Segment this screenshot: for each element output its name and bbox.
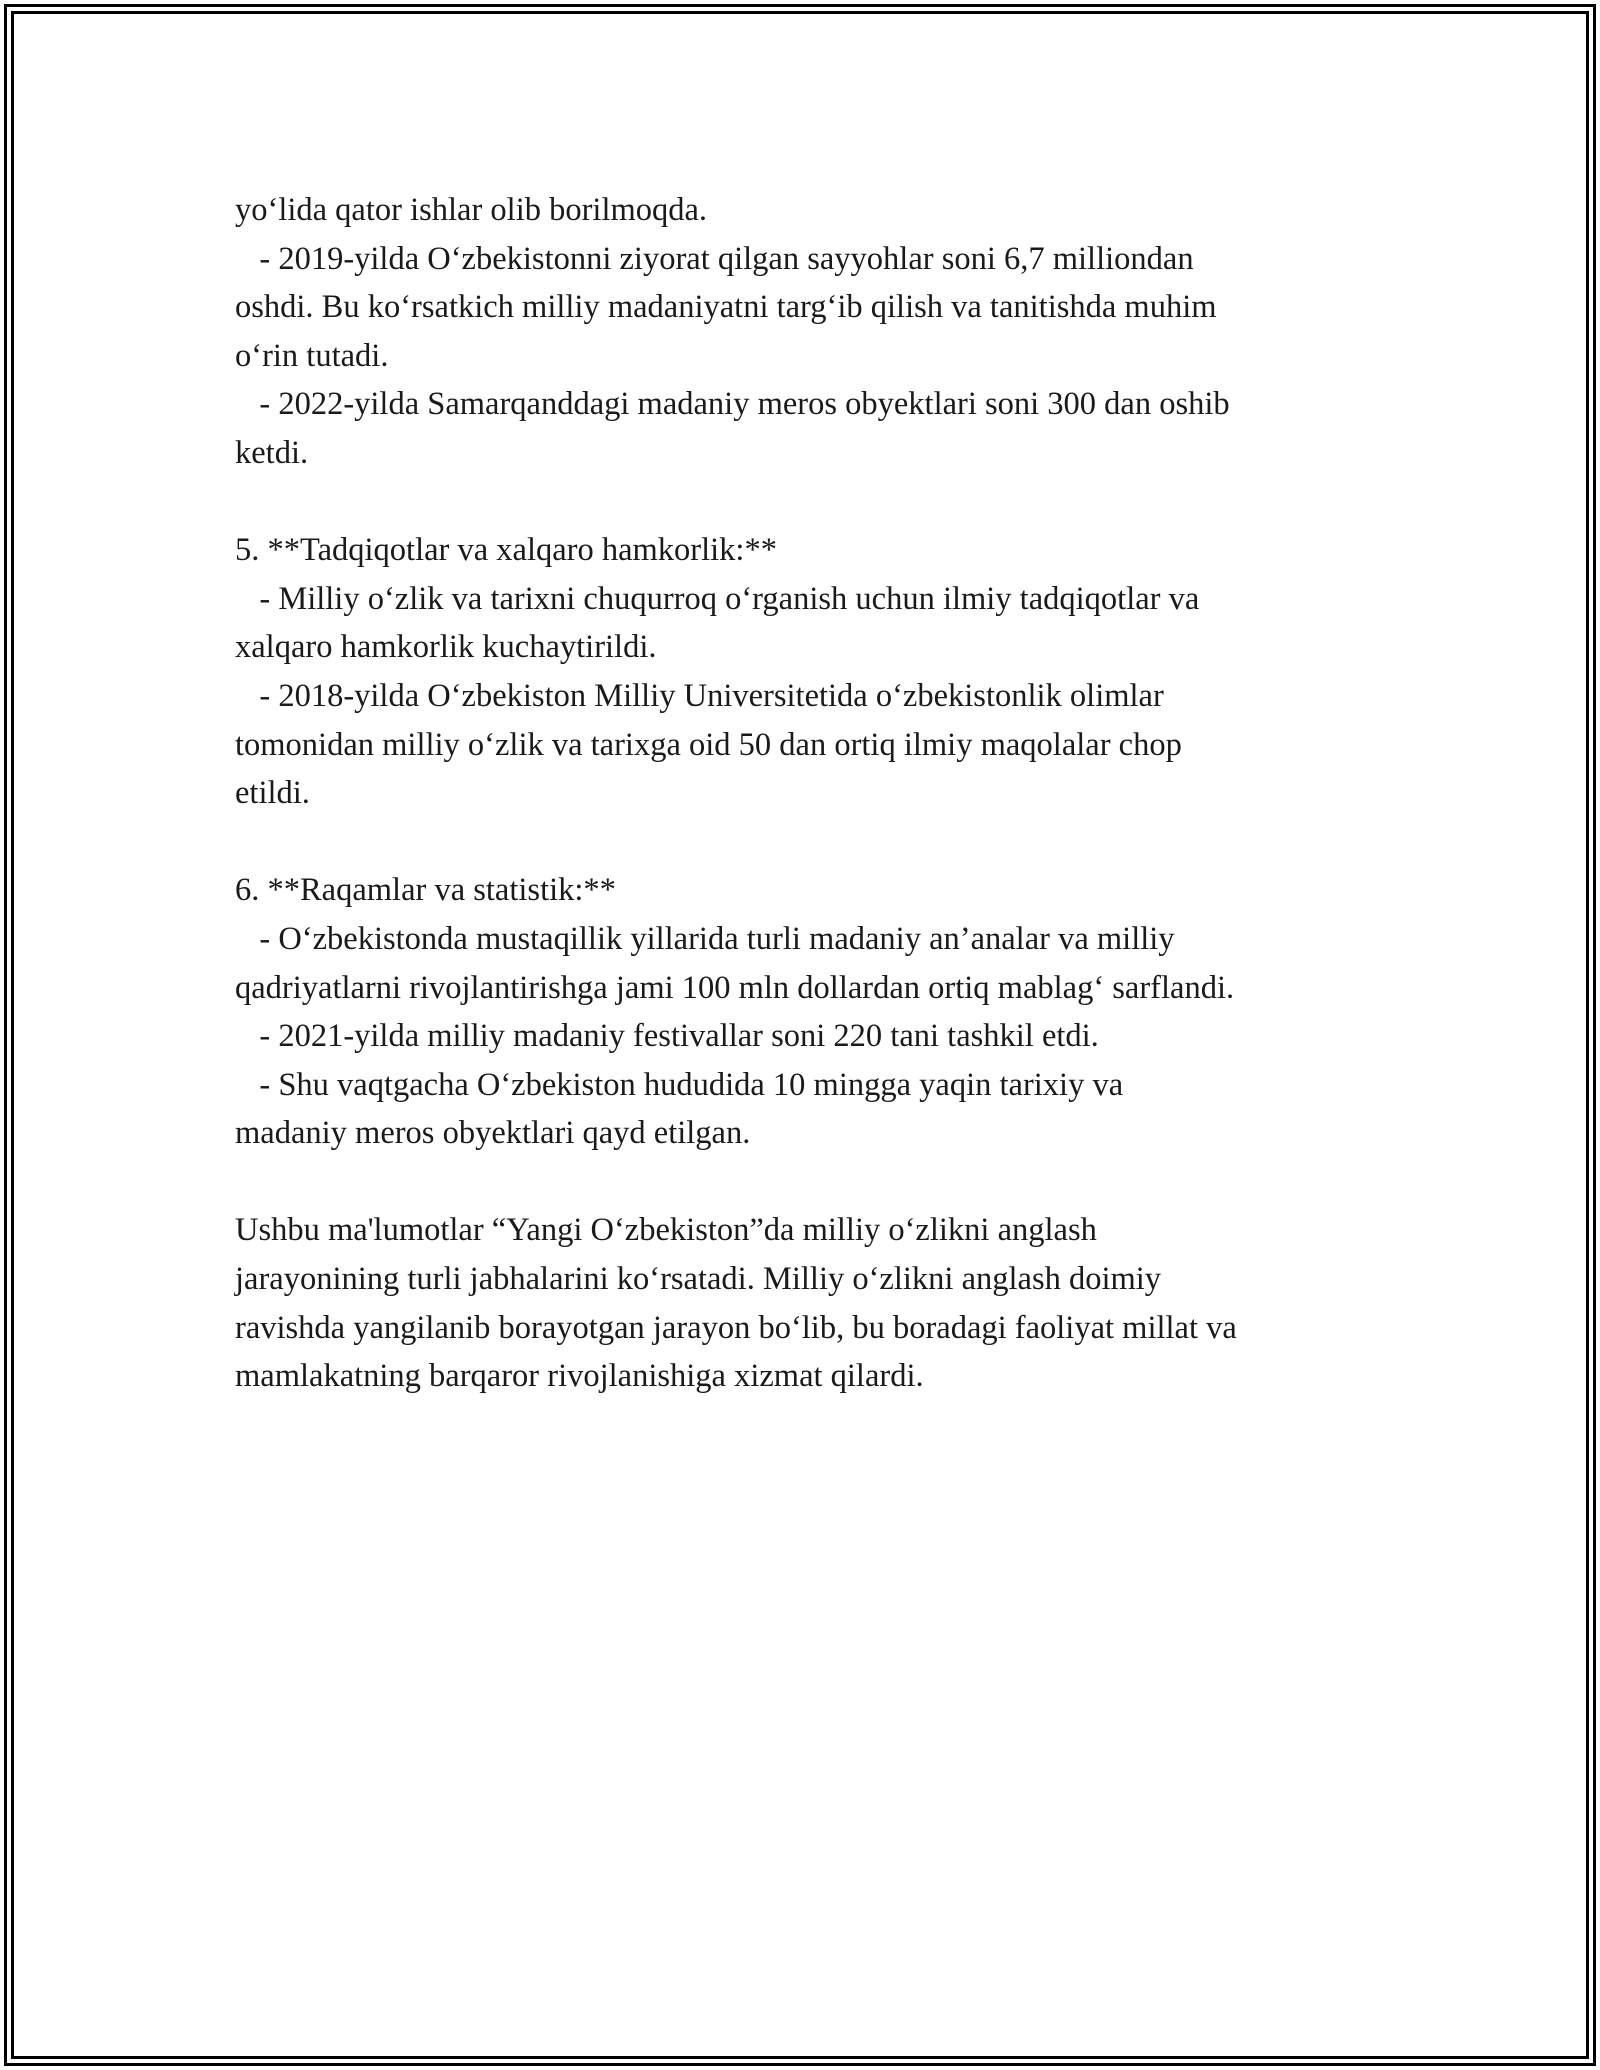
text-line: - Shu vaqtgacha O‘zbekiston hududida 10 mingga yaqin tarixiy va bbox=[235, 1066, 1124, 1103]
text-line: ketdi. bbox=[235, 434, 309, 471]
text-line: - O‘zbekistonda mustaqillik yillarida turli madaniy an’analar va milliy bbox=[235, 920, 1175, 957]
text-line: qadriyatlarni rivojlantirishga jami 100 mln dollardan ortiq mablag‘ sarflandi. bbox=[235, 969, 1235, 1006]
text-line: mamlakatning barqaror rivojlanishiga xizmat qilardi. bbox=[235, 1358, 924, 1395]
text-line: - 2021-yilda milliy madaniy festivallar soni 220 tani tashkil etdi. bbox=[235, 1018, 1099, 1055]
text-line: madaniy meros obyektlari qayd etilgan. bbox=[235, 1115, 751, 1152]
text-line: xalqaro hamkorlik kuchaytirildi. bbox=[235, 629, 657, 666]
text-line: Ushbu ma'lumotlar “Yangi O‘zbekiston”da milliy o‘zlikni anglash bbox=[235, 1212, 1097, 1249]
text-line: tomonidan milliy o‘zlik va tarixga oid 50 dan ortiq ilmiy maqolalar chop bbox=[235, 726, 1182, 763]
text-line: - 2018-yilda O‘zbekiston Milliy Universitetida o‘zbekistonlik olimlar bbox=[235, 677, 1164, 714]
blank-line bbox=[235, 1158, 1395, 1207]
section-heading: 5. **Tadqiqotlar va xalqaro hamkorlik:** bbox=[235, 532, 777, 569]
text-line: yo‘lida qator ishlar olib borilmoqda. bbox=[235, 192, 708, 228]
text-line: - 2022-yilda Samarqanddagi madaniy meros obyektlari soni 300 dan oshib bbox=[235, 386, 1230, 423]
text-line: etildi. bbox=[235, 775, 310, 812]
section-heading: 6. **Raqamlar va statistik:** bbox=[235, 872, 616, 909]
text-line: - Milliy o‘zlik va tarixni chuqurroq o‘rganish uchun ilmiy tadqiqotlar va bbox=[235, 580, 1200, 617]
text-line: oshdi. Bu ko‘rsatkich milliy madaniyatni targ‘ib qilish va tanitishda muhim bbox=[235, 289, 1217, 326]
document-body bbox=[235, 186, 1395, 1401]
text-line: ravishda yangilanib borayotgan jarayon bo‘lib, bu boradagi faoliyat millat va bbox=[235, 1309, 1237, 1346]
blank-line bbox=[235, 818, 1395, 867]
text-line: jarayonining turli jabhalarini ko‘rsatadi. Milliy o‘zlikni anglash doimiy bbox=[235, 1261, 1162, 1298]
text-line: - 2019-yilda O‘zbekistonni ziyorat qilgan sayyohlar soni 6,7 milliondan bbox=[235, 240, 1194, 277]
text-line: o‘rin tutadi. bbox=[235, 337, 389, 374]
blank-line bbox=[235, 478, 1395, 527]
